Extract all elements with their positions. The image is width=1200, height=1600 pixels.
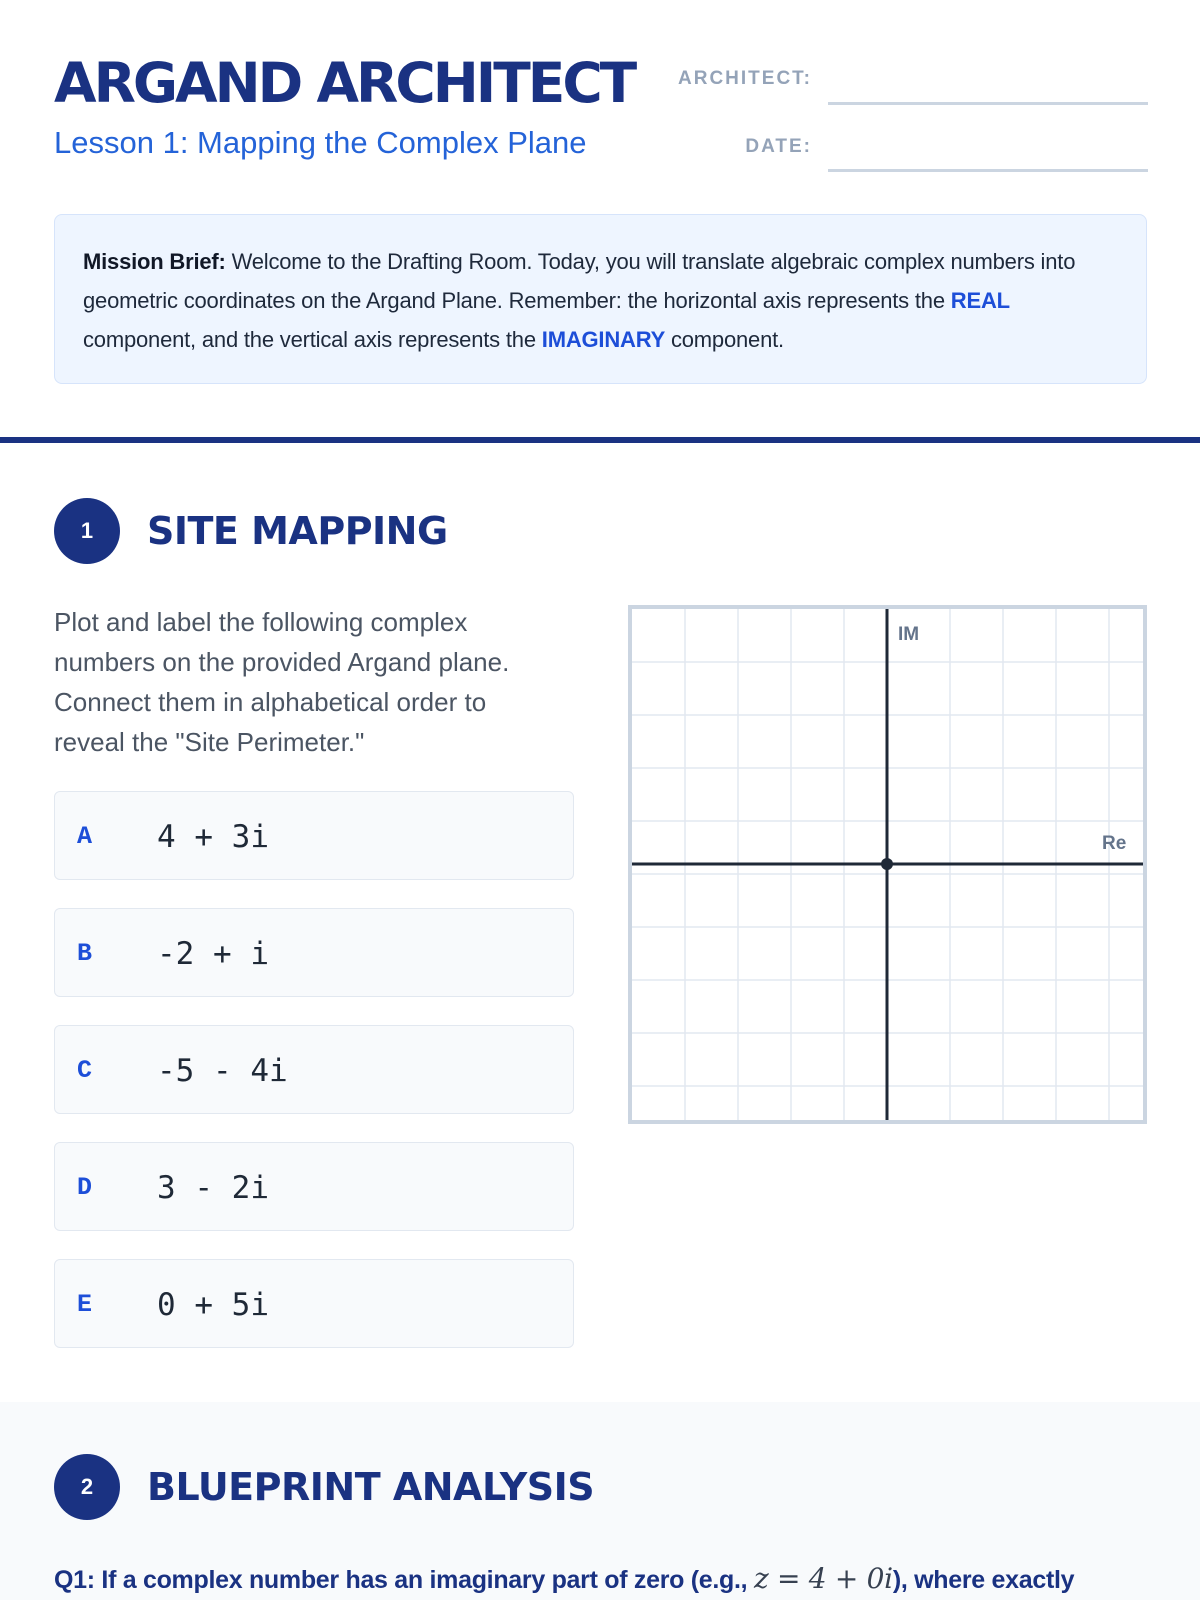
section-number-badge: 2 [54, 1454, 120, 1520]
architect-label: ARCHITECT: [678, 68, 812, 89]
point-card-a [54, 791, 574, 880]
mission-brief [54, 214, 1147, 384]
point-card-b [54, 908, 574, 997]
q1-math: z = 4 + 0i [753, 1562, 893, 1595]
point-expression: 3 - 2i [157, 1169, 269, 1206]
argand-grid [632, 609, 1143, 1120]
point-card-c [54, 1025, 574, 1114]
question-1 [54, 1562, 1194, 1595]
date-label: DATE: [745, 136, 812, 157]
architect-field[interactable] [828, 102, 1148, 105]
real-axis-label: Re [1102, 833, 1127, 854]
brief-lead: Mission Brief: [83, 249, 226, 274]
point-expression: -2 + i [157, 935, 269, 972]
point-expression: -5 - 4i [157, 1052, 288, 1089]
brief-text-3: component. [665, 327, 784, 352]
argand-plane[interactable] [628, 605, 1147, 1124]
q1-suffix: ), where exactly [892, 1566, 1075, 1594]
real-keyword: REAL [950, 288, 1010, 313]
section-title-site-mapping: SITE MAPPING [147, 509, 448, 553]
point-card-e [54, 1259, 574, 1348]
point-card-d [54, 1142, 574, 1231]
point-expression: 4 + 3i [157, 818, 269, 855]
page-title: ARGAND ARCHITECT [54, 51, 635, 115]
date-field[interactable] [828, 169, 1148, 172]
imaginary-axis-label: IM [898, 624, 920, 645]
brief-text-1: Welcome to the Drafting Room. Today, you will translate algebraic complex numbers into geometric coordinates on the Argand Plane. Remember: the horizontal axis represents the [83, 249, 1076, 313]
point-expression: 0 + 5i [157, 1286, 269, 1323]
site-mapping-instructions: Plot and label the following complex numbers on the provided Argand plane. Connect them in alphabetical order to reveal the "Site Perimeter." [54, 607, 510, 757]
point-letter: A [77, 822, 93, 851]
brief-text-2: component, and the vertical axis represents the [83, 327, 542, 352]
point-letter: D [77, 1173, 93, 1202]
section-number-badge: 1 [54, 498, 120, 564]
section-title-blueprint-analysis: BLUEPRINT ANALYSIS [147, 1465, 595, 1509]
point-letter: B [77, 939, 93, 968]
point-letter: C [77, 1056, 93, 1085]
section-divider [0, 437, 1200, 443]
origin-point [881, 858, 893, 870]
point-letter: E [77, 1290, 93, 1319]
lesson-subtitle: Lesson 1: Mapping the Complex Plane [54, 125, 587, 160]
q1-prefix: Q1: If a complex number has an imaginary part of zero (e.g., [54, 1566, 754, 1594]
header [54, 50, 1147, 180]
imaginary-keyword: IMAGINARY [541, 327, 666, 352]
